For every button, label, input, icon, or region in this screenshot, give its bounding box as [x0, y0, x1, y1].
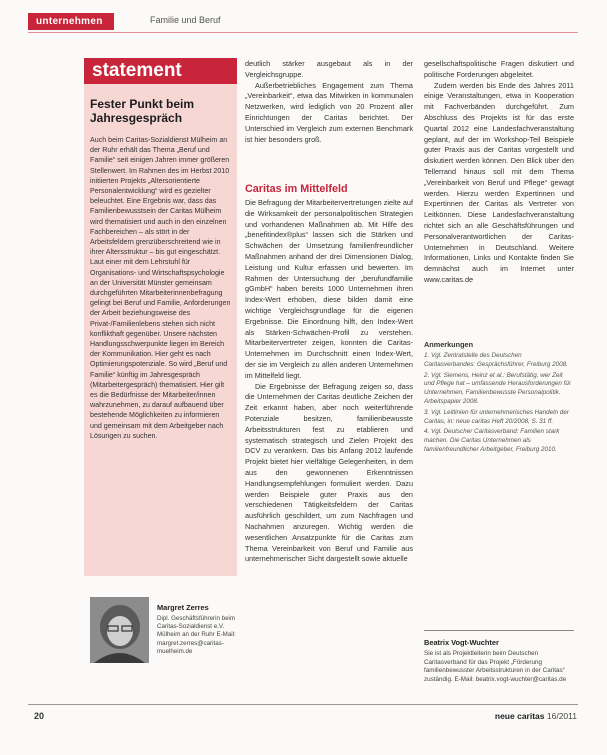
- publication-name: neue caritas: [494, 711, 545, 721]
- author2-name: Beatrix Vogt-Wuchter: [424, 638, 499, 647]
- sidebar-title: Fester Punkt beim Jahresgespräch: [90, 97, 195, 125]
- author2-bio: Sie ist als Projektleiterin beim Deutschen Caritasverband für das Projekt „Förderung familienbewusster Arbeitsstrukturen in der Caritas“ zuständig. E-Mail: beatrix.vogt-wuchter@caritas.de: [424, 650, 567, 683]
- footer-divider: [28, 704, 578, 705]
- issue-number: 16/2011: [546, 711, 577, 721]
- author-divider: [424, 630, 574, 631]
- note-item: 3. Vgl. Leitlinien für unternehmerisches Handeln der Caritas, in: neue caritas Heft 20/2008, S. 31 ff.: [424, 408, 569, 425]
- statement-banner: statement: [84, 58, 237, 84]
- paragraph: gesellschaftspolitische Fragen diskutiert und politische Forderungen abgeleitet.: [424, 59, 574, 79]
- section-heading: Caritas im Mittelfeld: [245, 183, 348, 195]
- paragraph: deutlich stärker ausgebaut als in der Vergleichsgruppe.: [245, 59, 413, 79]
- publication-footer: [495, 711, 577, 721]
- paragraph: Die Befragung der Mitarbeitervertretungen zielte auf die Wirksamkeit der personalpolitischen Strategien und vorhandenen Maßnahmen ab. Mit Hilfe des „benefitindex®plus“ lassen sich die Stärken und Schwächen der Umsetzung familienfreundlicher Maßnahmen anhand der drei Dimensionen Dialog, Leistung und Kultur erfassen und bewerten. Im Rahmen der Untersuchung der „berufundfamilie gGmbH“ haben bereits 1000 Unternehmen ihren Index-Wert erhoben, diese bilden damit eine wichtige Vergleichsgrundlage für die eigenen Ergebnisse. Die Einordnung hilft, den Index-Wert als Stärken-Schwächen-Profil zu verstehen. Mitarbeitervertreter zeigen, konnten die Caritas-Unternehmen im Durchschnitt einen Index-Wert, der sie im Vergleich zu allen anderen Unternehmen im Mittelfeld liegt.: [245, 198, 413, 380]
- author-photo: [90, 597, 149, 663]
- notes-heading: Anmerkungen: [424, 340, 474, 349]
- notes-list: [424, 352, 574, 457]
- header-divider: [28, 32, 578, 33]
- column-2-top: [245, 59, 413, 179]
- subsection-label: Familie und Beruf: [150, 15, 221, 25]
- note-item: 1. Vgl. Zentralstelle des Deutschen Caritasverbandes: Gesprächsführer, Freiburg 2008.: [424, 352, 568, 368]
- portrait-image: [90, 597, 149, 663]
- section-label: unternehmen: [28, 13, 114, 30]
- sidebar-body: Auch beim Caritas-Sozialdienst Mülheim an der Ruhr erhält das Thema „Beruf und Familie“ seit einigen Jahren immer größeren Stellenwert. Im Rahmen des im Herbst 2010 initiierten Projekts „Altersorientierte Personalentwicklung“ wird es gezielter beleuchtet. Eine Ergebnis war, dass das Familienbewusstsein der Caritas Mülheim wird thematisiert und auch in den einzelnen Fachbereichen – als stört in der Arbeitsfeldern grenzüberschreitend wie in ihrer Altersstruktur – bis gut eingeschätzt. Laut einer mit dem Lehrstuhl für Organisations- und Wirtschaftspsychologie an der Universität Münster gemeinsam durchgeführten Mitarbeiterinnenbefragung gelingt bei Beruf und Familie, Anforderungen der Arbeit beziehungsweise des Privat-/Familienlebens stehen sich nicht konflikthaft gegenüber. Unsere nächsten Handlungsschwerpunkte liegen im Bereich der Kommunikation. Hier geht es nach Optimierungspotenziale. So wird „Beruf und Familie“ künftig im Jahresgespräch (Mitarbeitergespräch) thematisiert. Hier gilt es die Bedürfnisse der Mitarbeiter/innen wahrzunehmen, zu darauf aufbauend über bestehende Möglichkeiten zu informieren und gemeinsam mit dem Arbeitgeber nach Lösungen zu suchen.: [90, 136, 231, 440]
- paragraph: Die Ergebnisse der Befragung zeigen so, dass die Unternehmen der Caritas deutliche Zeichen der Zeit erkannt haben, aber noch weiterführende Potenziale besitzen, familienbewusste Arbeitsstrukturen fest zu etablieren und systematisch strategisch und Zielen Projekt des DCV zu verankern. Das bis Anfang 2012 laufende Projekt bietet hier vielfältige Gelegenheiten, in dem aus den gewonnenen Erkenntnissen Handlungsempfehlungen formuliert werden. Dazu werden Beispiele guter Praxis aus den verschiedenen Tätigkeitsfeldern der Caritas ausführlich geschildert, um zum Nachfragen und Nachahmen anzuregen. Wichtig werden die wesentlichen Ansatzpunkte für die Caritas zum Thema Vereinbarkeit von Beruf und Familie aus unternehmerischer Sicht dargestellt sowie aktuelle: [245, 381, 413, 564]
- note-item: 4. Vgl. Deutscher Caritasverband: Familien stark machen. Die Caritas Unternehmen als familienfreundlicher Arbeitgeber, Freiburg 2010.: [424, 428, 560, 453]
- note-item: 2. Vgl. Siemens, Heinz et al.: Berufstätig, wer Zeit und Pflege hat – umfassende Herausforderungen für Unternehmen, Familienbewusste Personalpolitik. Arbeitspapier 2008.: [424, 371, 572, 405]
- page-number: 20: [34, 711, 45, 721]
- paragraph: Zudem werden bis Ende des Jahres 2011 einige Veranstaltungen, etwa in Kooperation mit Fachverbänden durchgeführt. Zum Abschluss des Projekts ist für das erste Quartal 2012 eine Landesfachveranstaltung geplant, auf der im Workshop-Teil Beispiele guter Praxis aus der Caritas vorgestellt und diskutiert werden können. Den Blick über den Tellerrand hinaus soll mit dem Thema „Vereinbarkeit von Beruf und Pflege“ gewagt werden. Hierzu werden Expertinnen und Expertinnen der Caritas als Vertreter von Leitkönnen. Diese Landesfachveranstaltung richtet sich an alle Geschäftsführungen und Personalverantwortlichen der Caritas-Unternehmen in Deutschland. Weitere Informationen, Links und Kontakte finden Sie demnächst auch im Internet unter www.caritas.de: [424, 80, 574, 284]
- column-2-body: [245, 198, 413, 698]
- paragraph: Außerbetriebliches Engagement zum Thema „Vereinbarkeit“, etwa das Mitwirken in kommunalen Netzwerken, wird lediglich von 20 Prozent aller Einrichtungen der Caritas berichtet. Der Unterschied im Vergleich zum externen Benchmark ist hier besonders groß.: [245, 80, 413, 144]
- author-bio: Dipl. Geschäftsführerin beim Caritas-Sozialdienst e.V. Mülheim an der Ruhr E-Mail: margret.zerres@caritas-muelheim.de: [157, 615, 236, 655]
- author-name: Margret Zerres: [157, 603, 209, 612]
- column-3-body: [424, 59, 574, 335]
